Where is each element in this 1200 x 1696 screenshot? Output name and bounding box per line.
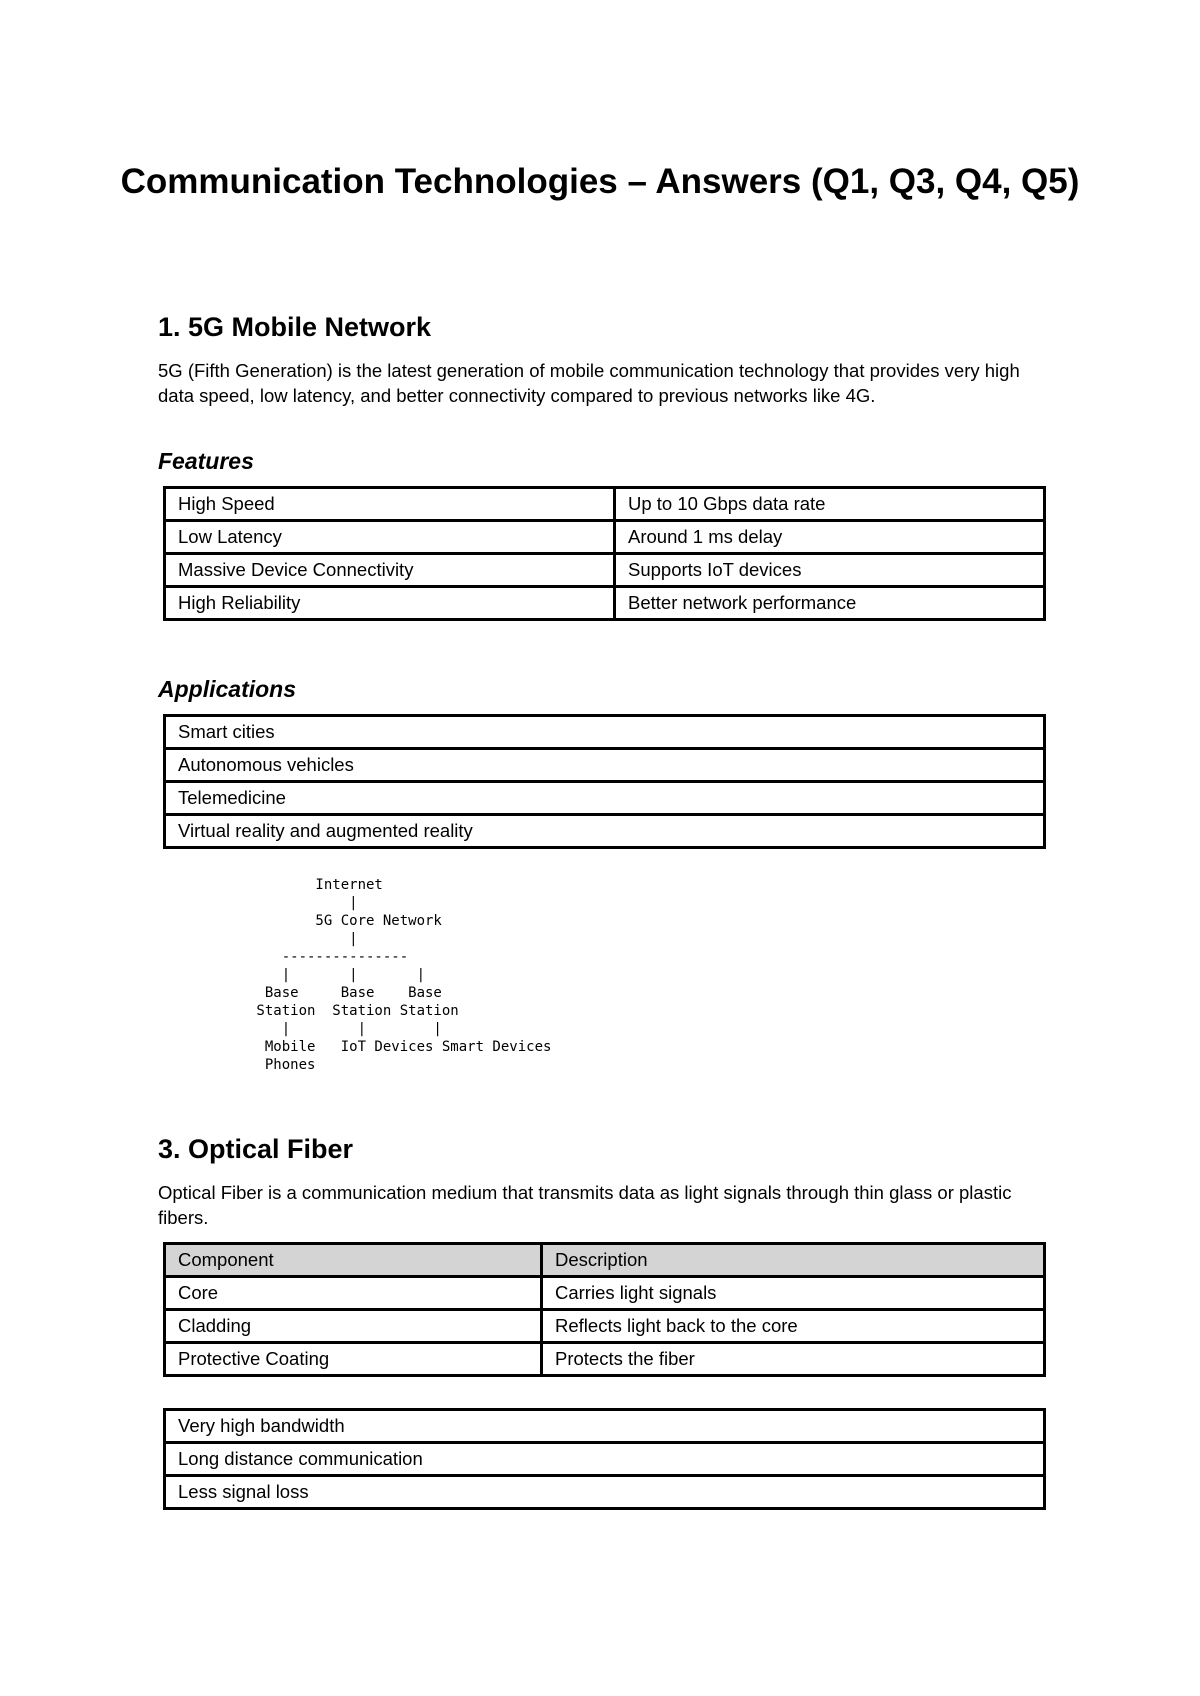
feature-name: Low Latency	[165, 521, 615, 554]
component-description: Reflects light back to the core	[542, 1310, 1045, 1343]
application-item: Virtual reality and augmented reality	[165, 815, 1045, 848]
features-heading: Features	[158, 448, 254, 474]
component-name: Cladding	[165, 1310, 542, 1343]
application-item: Autonomous vehicles	[165, 749, 1045, 782]
section-optical-fiber-intro: Optical Fiber is a communication medium that transmits data as light signals through thin glass or plastic fibers.	[158, 1182, 1012, 1228]
table-row	[165, 716, 1045, 749]
applications-heading: Applications	[158, 676, 297, 702]
components-table	[163, 1242, 1046, 1377]
table-row	[165, 749, 1045, 782]
feature-detail: Supports IoT devices	[615, 554, 1045, 587]
component-name: Protective Coating	[165, 1343, 542, 1376]
feature-detail: Better network performance	[615, 587, 1045, 620]
advantage-item: Long distance communication	[165, 1443, 1045, 1476]
section-heading-5g: 1. 5G Mobile Network	[158, 312, 432, 342]
5g-network-diagram: Internet | 5G Core Network | --------------- | | | Base Base Base Station Station Station | | | Mobile IoT Devices Smart Devices Phones	[256, 877, 552, 1073]
component-name: Core	[165, 1277, 542, 1310]
column-header-component: Component	[165, 1244, 542, 1277]
feature-name: High Speed	[165, 488, 615, 521]
table-row	[165, 1277, 1045, 1310]
table-row	[165, 1343, 1045, 1376]
table-row	[165, 587, 1045, 620]
feature-detail: Around 1 ms delay	[615, 521, 1045, 554]
feature-name: Massive Device Connectivity	[165, 554, 615, 587]
advantage-item: Less signal loss	[165, 1476, 1045, 1509]
application-item: Smart cities	[165, 716, 1045, 749]
table-row	[165, 521, 1045, 554]
feature-name: High Reliability	[165, 587, 615, 620]
table-row	[165, 1410, 1045, 1443]
application-item: Telemedicine	[165, 782, 1045, 815]
table-row	[165, 815, 1045, 848]
feature-detail: Up to 10 Gbps data rate	[615, 488, 1045, 521]
applications-table	[163, 714, 1046, 849]
table-row	[165, 1476, 1045, 1509]
advantages-table	[163, 1408, 1046, 1510]
advantage-item: Very high bandwidth	[165, 1410, 1045, 1443]
table-row	[165, 1443, 1045, 1476]
component-description: Carries light signals	[542, 1277, 1045, 1310]
table-row	[165, 1310, 1045, 1343]
section-5g-intro: 5G (Fifth Generation) is the latest generation of mobile communication technology that provides very high data speed, low latency, and better connectivity compared to previous networks like 4G.	[158, 360, 1020, 406]
table-row	[165, 488, 1045, 521]
table-row	[165, 782, 1045, 815]
features-table	[163, 486, 1046, 621]
page-title: Communication Technologies – Answers (Q1, Q3, Q4, Q5)	[120, 162, 1080, 201]
section-heading-optical-fiber: 3. Optical Fiber	[158, 1134, 354, 1164]
component-description: Protects the fiber	[542, 1343, 1045, 1376]
table-row	[165, 554, 1045, 587]
table-header-row	[165, 1244, 1045, 1277]
column-header-description: Description	[542, 1244, 1045, 1277]
